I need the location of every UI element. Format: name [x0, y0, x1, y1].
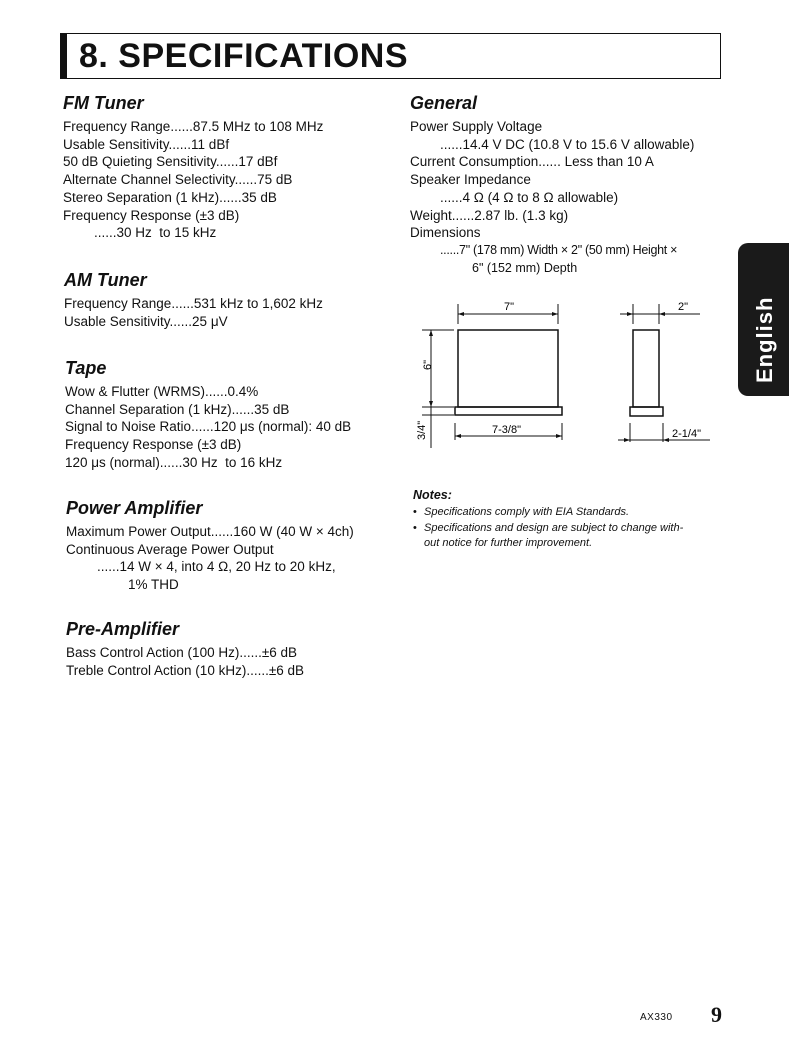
page-number: 9 — [711, 1002, 722, 1027]
spec-line: ......7" (178 mm) Width × 2" (50 mm) Height × — [440, 242, 678, 257]
spec-line: Usable Sensitivity......11 dBf — [63, 136, 230, 152]
general-heading: General — [410, 93, 478, 113]
spec-line: 6" (152 mm) Depth — [472, 260, 578, 275]
spec-line: Dimensions — [410, 225, 481, 241]
spec-line: Usable Sensitivity......25 μV — [64, 313, 228, 329]
note-item: • Specifications and design are subject to change with- out notice for further improvement. — [413, 521, 733, 552]
base-height-label: 3/4" — [416, 420, 428, 440]
spec-line: Speaker Impedance — [410, 172, 531, 188]
spec-line: 120 μs (normal)......30 Hz to 16 kHz — [65, 454, 283, 470]
am-tuner-section — [64, 269, 323, 330]
spec-line: Stereo Separation (1 kHz)......35 dB — [63, 189, 277, 205]
side-view-base — [630, 407, 663, 416]
height-label: 6" — [422, 359, 434, 370]
title-bar — [61, 34, 67, 78]
power-amplifier-section — [66, 497, 354, 594]
note-item: • Specifications comply with EIA Standards. — [413, 505, 733, 521]
spec-line: Treble Control Action (10 kHz)......±6 dB — [66, 662, 305, 678]
spec-line: Wow & Flutter (WRMS)......0.4% — [65, 384, 259, 399]
spec-line: Channel Separation (1 kHz)......35 dB — [65, 401, 290, 417]
side-base-label: 2-1/4" — [672, 428, 701, 440]
tape-section — [65, 357, 351, 472]
spec-line: Frequency Range......87.5 MHz to 108 MHz — [63, 119, 324, 134]
dimension-diagram — [400, 290, 730, 460]
pre-amplifier-heading: Pre-Amplifier — [66, 619, 180, 639]
am-tuner-heading: AM Tuner — [64, 270, 147, 290]
title-box — [60, 33, 721, 79]
power-amplifier-heading: Power Amplifier — [66, 498, 203, 518]
language-tab — [738, 243, 789, 396]
page-title: 8. SPECIFICATIONS — [79, 37, 409, 75]
model-number: AX330 — [640, 1012, 673, 1023]
spec-line: ......14 W × 4, into 4 Ω, 20 Hz to 20 kHz, — [97, 559, 336, 575]
language-tab-label: English — [752, 296, 777, 383]
spec-line: Frequency Range......531 kHz to 1,602 kHz — [64, 296, 323, 311]
side-view-body — [633, 330, 659, 407]
front-view-body — [458, 330, 558, 407]
spec-line: Signal to Noise Ratio......120 μs (normal): 40 dB — [65, 419, 352, 435]
pre-amplifier-section — [66, 618, 304, 679]
spec-line: Frequency Response (±3 dB) — [63, 207, 240, 223]
spec-line: Bass Control Action (100 Hz)......±6 dB — [66, 645, 298, 660]
width-label: 7" — [504, 301, 515, 313]
spec-line: Weight......2.87 lb. (1.3 kg) — [410, 207, 569, 223]
spec-line: Current Consumption...... Less than 10 A — [410, 154, 654, 170]
spec-line: Maximum Power Output......160 W (40 W × 4ch) — [66, 524, 354, 539]
spec-line: Continuous Average Power Output — [66, 541, 274, 557]
spec-line: ......30 Hz to 15 kHz — [94, 225, 217, 241]
fm-tuner-section — [63, 92, 323, 242]
general-section — [410, 92, 694, 277]
spec-line: 50 dB Quieting Sensitivity......17 dBf — [63, 154, 278, 170]
spec-line: Power Supply Voltage — [410, 119, 543, 134]
notes-heading: Notes: — [413, 488, 452, 502]
spec-line: ......14.4 V DC (10.8 V to 15.6 V allowable) — [440, 136, 695, 152]
spec-line: 1% THD — [128, 577, 179, 593]
front-view-base — [455, 407, 562, 415]
base-width-label: 7-3/8" — [492, 424, 521, 436]
fm-tuner-heading: FM Tuner — [63, 93, 144, 113]
tape-heading: Tape — [65, 358, 107, 378]
notes-section — [413, 488, 733, 552]
side-width-label: 2" — [678, 301, 689, 313]
spec-line: ......4 Ω (4 Ω to 8 Ω allowable) — [440, 189, 619, 205]
spec-line: Frequency Response (±3 dB) — [65, 437, 242, 453]
spec-line: Alternate Channel Selectivity......75 dB — [63, 172, 293, 188]
